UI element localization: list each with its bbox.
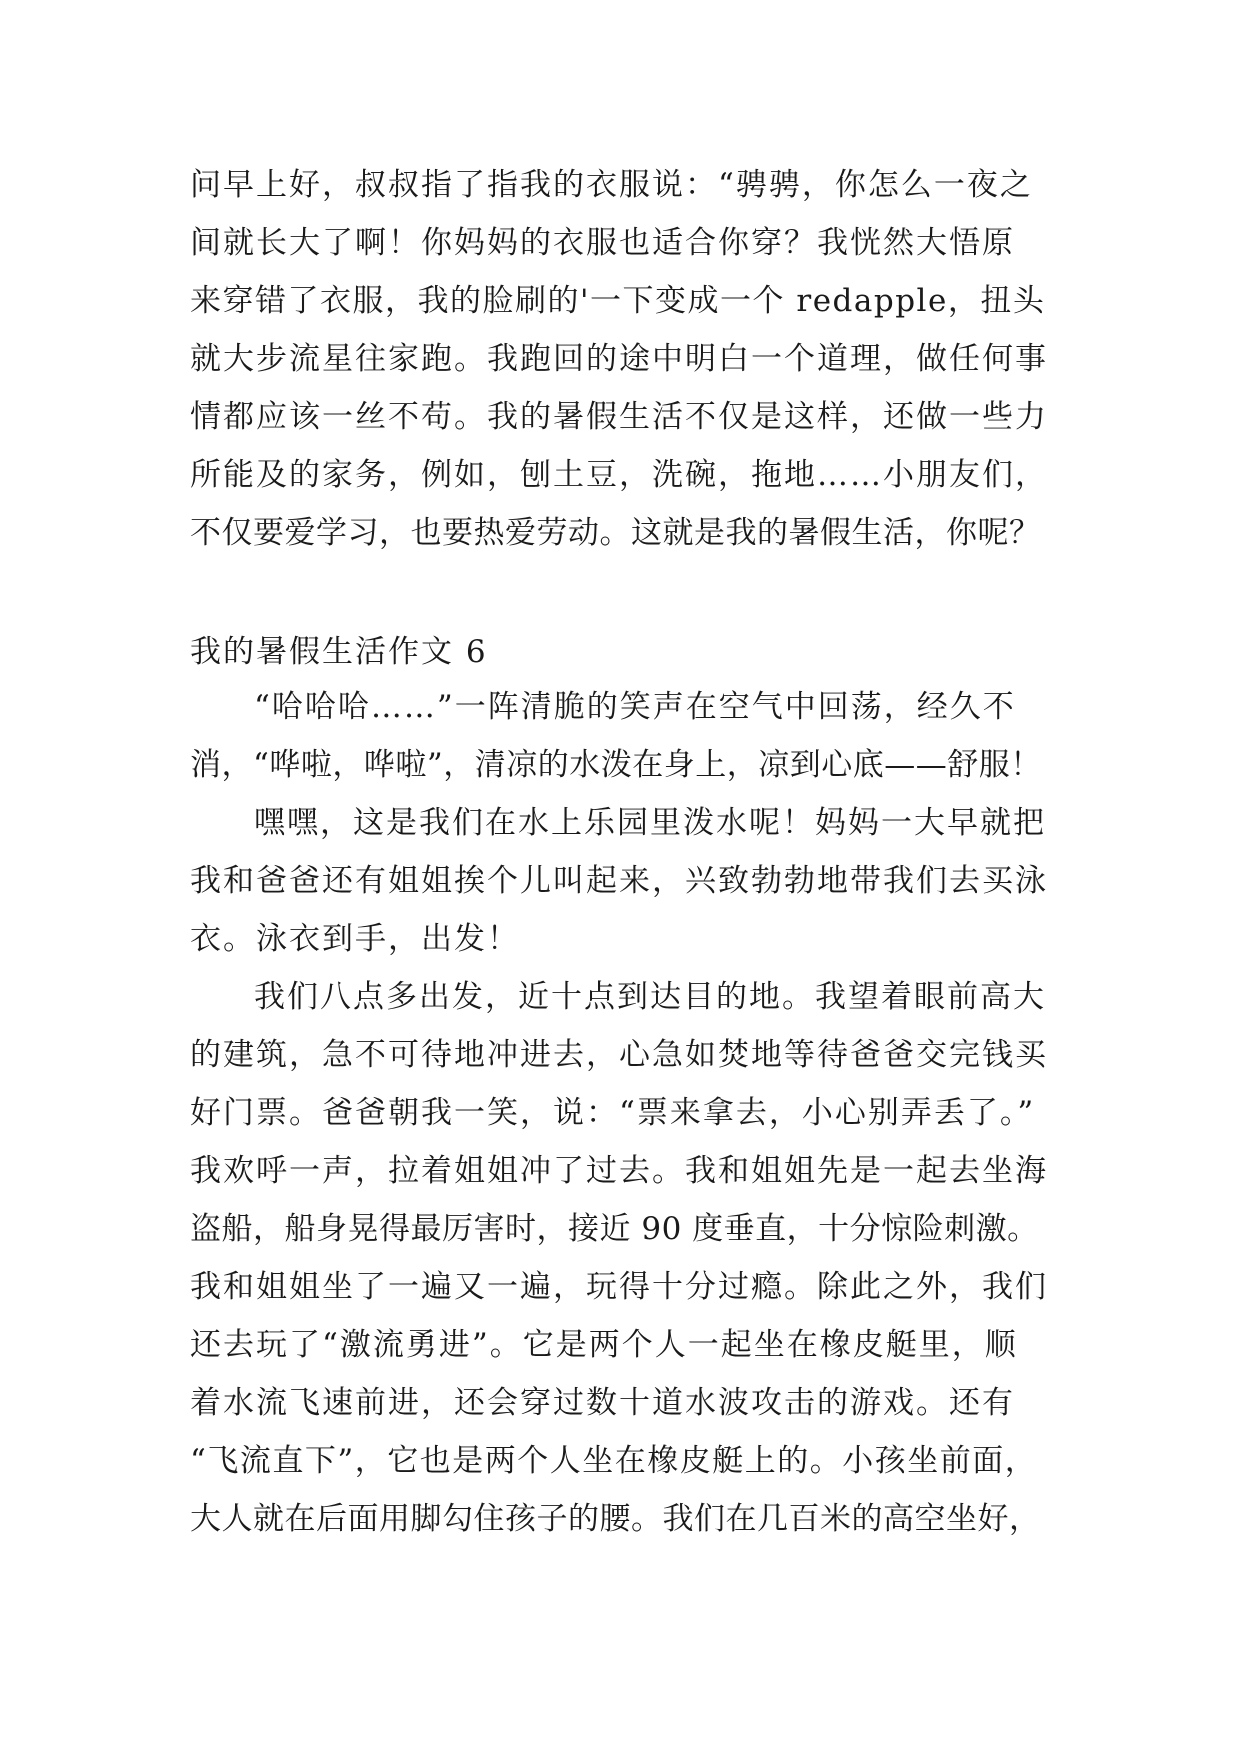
text-line: 不仅要爱学习，也要热爱劳动。这就是我的暑假生活，你呢？: [190, 515, 1041, 551]
text-line: 我们八点多出发，近十点到达目的地。我望着眼前高大: [254, 979, 1046, 1015]
text-line: 着水流飞速前进，还会穿过数十道水波攻击的游戏。还有: [190, 1385, 1015, 1421]
body-paragraphs: [190, 687, 1050, 1577]
text-line: 就大步流星往家跑。我跑回的途中明白一个道理，做任何事: [190, 341, 1048, 377]
text-line: 衣。泳衣到手，出发！: [190, 921, 520, 957]
text-line: 大人就在后面用脚勾住孩子的腰。我们在几百米的高空坐好，: [190, 1501, 1041, 1537]
section-title: 我的暑假生活作文 6: [190, 634, 488, 670]
intro-paragraph: [190, 165, 1050, 565]
text-line: 嘿嘿，这是我们在水上乐园里泼水呢！妈妈一大早就把: [254, 805, 1046, 841]
text-line: 情都应该一丝不苟。我的暑假生活不仅是这样，还做一些力: [190, 399, 1048, 435]
text-line: 我和爸爸还有姐姐挨个儿叫起来，兴致勃勃地带我们去买泳: [190, 863, 1048, 899]
text-line: 我和姐姐坐了一遍又一遍，玩得十分过瘾。除此之外，我们: [190, 1269, 1048, 1305]
text-line: 好门票。爸爸朝我一笑，说：“票来拿去，小心别弄丢了。”: [190, 1095, 1036, 1131]
text-line: 间就长大了啊！你妈妈的衣服也适合你穿？我恍然大悟原: [190, 225, 1015, 261]
text-line: 消，“哗啦，哗啦”，清凉的水泼在身上，凉到心底——舒服！: [190, 747, 1042, 783]
text-line: “哈哈哈……”一阵清脆的笑声在空气中回荡，经久不: [254, 689, 1016, 725]
text-line: 来穿错了衣服，我的脸刷的'一下变成一个 redapple，扭头: [190, 283, 1046, 319]
text-line: 所能及的家务，例如，刨土豆，洗碗，拖地……小朋友们，: [190, 457, 1048, 493]
text-line: 还去玩了“激流勇进”。它是两个人一起坐在橡皮艇里，顺: [190, 1327, 1018, 1363]
text-line: 的建筑，急不可待地冲进去，心急如焚地等待爸爸交完钱买: [190, 1037, 1048, 1073]
text-line: 问早上好，叔叔指了指我的衣服说：“骋骋，你怎么一夜之: [190, 167, 1033, 203]
text-line: 盗船，船身晃得最厉害时，接近 90 度垂直，十分惊险刺激。: [190, 1211, 1039, 1247]
text-line: 我欢呼一声，拉着姐姐冲了过去。我和姐姐先是一起去坐海: [190, 1153, 1048, 1189]
text-line: “飞流直下”，它也是两个人坐在橡皮艇上的。小孩坐前面，: [190, 1443, 1038, 1479]
